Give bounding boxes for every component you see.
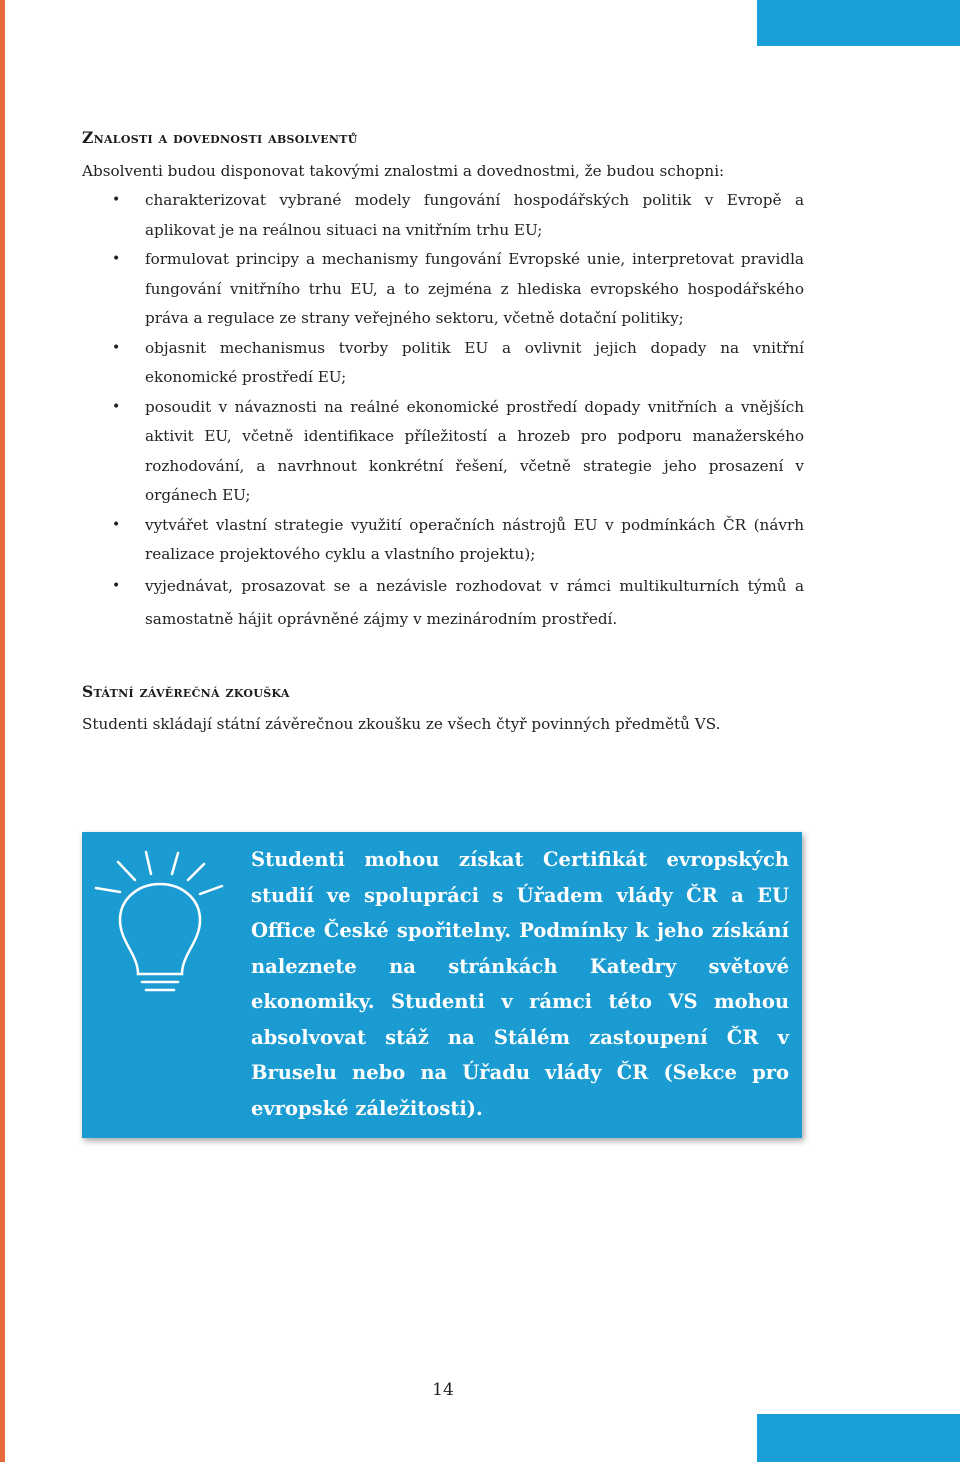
list-item: • charakterizovat vybrané modely fungování hospodářských politik v Evropě a aplikovat je na reálnou situaci na vnitřním trhu EU; (82, 186, 804, 245)
left-accent-bar (0, 0, 5, 1462)
info-text: Studenti mohou získat Certifikát evropských studií ve spolupráci s Úřadem vlády ČR a EU Office České spořitelny. Podmínky k jeho získání naleznete na stránkách Katedry světové ekonomiky. Studenti v rámci této VS mohou absolvovat stáž na Stálém zastoupení ČR v Bruselu nebo na Úřadu vlády ČR (Sekce pro evropské záležitosti). (251, 848, 789, 1120)
list-item: • formulovat principy a mechanismy fungování Evropské unie, interpretovat pravidla fungování vnitřního trhu EU, a to zejména z hlediska evropského hospodářského práva a regulace ze strany veřejného sektoru, včetně dotační politiky; (82, 245, 804, 334)
knowledge-list (82, 186, 804, 636)
page-number: 14 (432, 1380, 454, 1400)
info-box (82, 832, 802, 1138)
lightbulb-icon (94, 842, 224, 992)
knowledge-intro: Absolventi budou disponovat takovými znalostmi a dovednostmi, že budou schopni: (82, 162, 725, 180)
top-corner-block (757, 0, 960, 46)
list-item: • objasnit mechanismus tvorby politik EU a ovlivnit jejich dopady na vnitřní ekonomické prostředí EU; (82, 334, 804, 393)
list-item: • posoudit v návaznosti na reálné ekonomické prostředí dopady vnitřních a vnějších aktivit EU, včetně identifikace příležitostí a hrozeb pro podporu manažerského rozhodování, a navrhnout konkrétní řešení, včetně strategie jeho prosazení v orgánech EU; (82, 393, 804, 511)
list-item: • vytvářet vlastní strategie využití operačních nástrojů EU v podmínkách ČR (návrh realizace projektového cyklu a vlastního projektu); (82, 511, 804, 570)
exam-text: Studenti skládají státní závěrečnou zkoušku ze všech čtyř povinných předmětů VS. (82, 715, 721, 733)
knowledge-heading: Znalosti a dovednosti absolventů (82, 128, 358, 147)
list-item: • vyjednávat, prosazovat se a nezávisle rozhodovat v rámci multikulturních týmů a samostatně hájit oprávněné zájmy v mezinárodním prostředí. (82, 570, 804, 636)
exam-heading: Státní závěrečná zkouška (82, 682, 290, 701)
bottom-corner-block (757, 1414, 960, 1462)
